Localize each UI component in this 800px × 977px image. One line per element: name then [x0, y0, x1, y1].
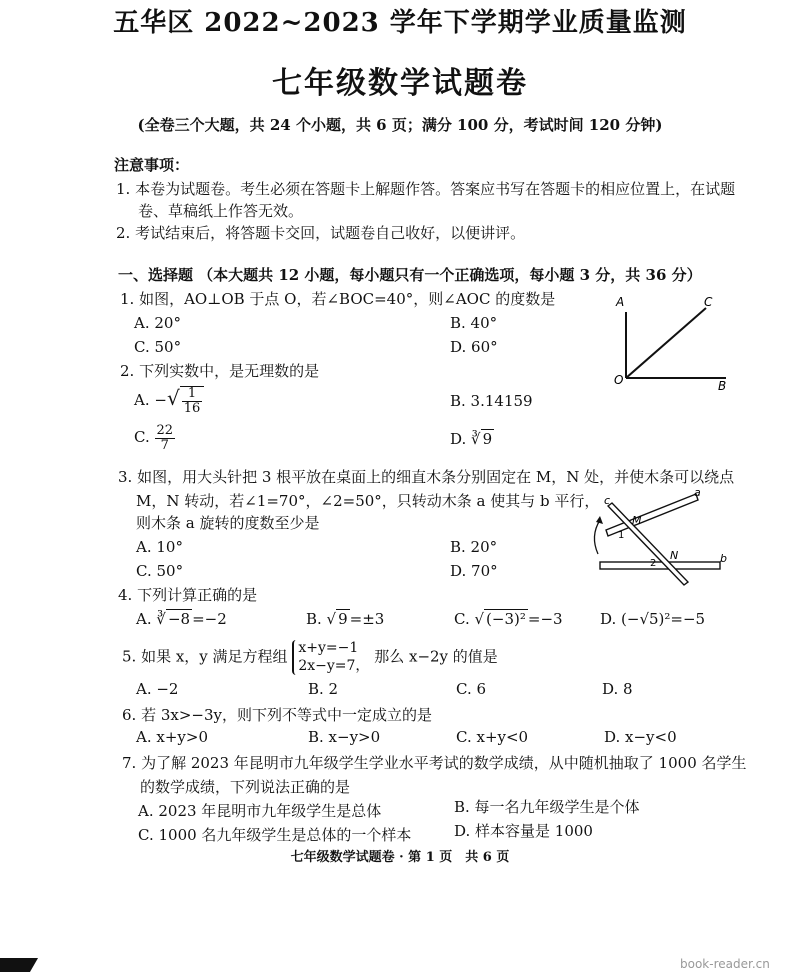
scan-mark — [0, 958, 38, 972]
strip-b — [600, 562, 720, 569]
question-5-option-c: C. 6 — [456, 680, 487, 698]
question-2-option-b: B. 3.14159 — [450, 392, 533, 410]
question-3-figure — [584, 486, 730, 586]
label-o: O — [614, 373, 624, 387]
q4-b-prefix: B. √ — [306, 610, 337, 628]
ray-oc — [626, 308, 706, 378]
question-4-stem: 4. 下列计算正确的是 — [118, 586, 258, 604]
q4-b-radicand: 9 — [338, 610, 348, 628]
question-6-option-a: A. x+y>0 — [136, 728, 208, 746]
label-angle-2: 2 — [650, 558, 657, 569]
question-7-option-d: D. 样本容量是 1000 — [454, 822, 593, 840]
rotation-arrow — [594, 520, 600, 554]
question-4-option-d: D. (−√5)²=−5 — [600, 610, 706, 628]
q2-d-prefix: D. ∛ — [450, 430, 481, 448]
question-5-stem — [122, 640, 498, 675]
label-a: a — [694, 486, 701, 499]
q2-c-prefix: C. — [134, 428, 150, 447]
watermark: book-reader.cn — [680, 957, 770, 971]
question-3-line-1: 3. 如图，用大头针把 3 根平放在桌面上的细直木条分别固定在 M，N 处，并使木条可以绕点 — [118, 468, 735, 486]
page-footer: 七年级数学试题卷 · 第 1 页 共 6 页 — [290, 850, 510, 865]
label-a: A — [616, 295, 625, 309]
equation-system — [292, 640, 369, 675]
question-1-option-b: B. 40° — [450, 314, 498, 332]
question-7-option-a: A. 2023 年昆明市九年级学生是总体 — [138, 802, 382, 820]
q2-c-fraction — [155, 424, 176, 452]
notice-item-1-line-2: 卷、草稿纸上作答无效。 — [138, 202, 304, 220]
notice-heading: 注意事项： — [114, 156, 190, 174]
q2-a-denominator: 16 — [183, 401, 201, 416]
section-1-title: 一、选择题 — [118, 266, 194, 284]
q5-prefix: 5. 如果 x，y 满足方程组 — [122, 647, 288, 666]
q5-suffix: 那么 x−2y 的值是 — [374, 647, 498, 666]
question-4-option-c — [454, 610, 563, 628]
q2-c-denominator: 7 — [160, 437, 169, 453]
exam-subtitle: 七年级数学试题卷 — [272, 66, 528, 101]
exam-info: (全卷三个大题，共 24 个小题，共 6 页；满分 100 分，考试时间 120 分钟) — [137, 116, 663, 134]
question-1-option-c: C. 50° — [134, 338, 182, 356]
question-1-figure — [606, 292, 736, 396]
q4-b-suffix: =±3 — [349, 610, 385, 628]
question-4-option-b — [306, 610, 384, 628]
label-b: b — [720, 552, 727, 565]
question-3-option-b: B. 20° — [450, 538, 498, 556]
question-2-option-d — [450, 430, 494, 448]
q4-a-radicand: −8 — [167, 610, 191, 628]
question-5-option-b: B. 2 — [308, 680, 339, 698]
question-7-line-2: 的数学成绩，下列说法正确的是 — [140, 778, 351, 796]
q4-a-suffix: =−2 — [192, 610, 227, 628]
q4-c-radicand: (−3)² — [486, 610, 526, 628]
question-7-option-b: B. 每一名九年级学生是个体 — [454, 798, 640, 816]
rotation-arrowhead — [596, 516, 603, 524]
q4-c-prefix: C. √ — [454, 610, 485, 628]
exam-header-title: 五华区 2022~2023 学年下学期学业质量监测 — [113, 8, 687, 38]
notice-item-1-line-1: 1. 本卷为试题卷。考生必须在答题卡上解题作答。答案应书写在答题卡的相应位置上，在试题 — [116, 180, 736, 198]
section-1-description: （本大题共 12 小题，每小题只有一个正确选项，每小题 3 分，共 36 分） — [198, 266, 702, 284]
question-6-option-b: B. x−y>0 — [308, 728, 381, 746]
q2-a-fraction — [180, 386, 205, 415]
question-6-option-d: D. x−y<0 — [604, 728, 677, 746]
question-3-option-a: A. 10° — [136, 538, 183, 556]
equation-1: x+y=−1 — [298, 640, 359, 656]
q4-c-suffix: =−3 — [527, 610, 563, 628]
q2-c-numerator: 22 — [156, 423, 174, 438]
question-1-option-a: A. 20° — [134, 314, 181, 332]
question-6-option-c: C. x+y<0 — [456, 728, 529, 746]
section-1-heading — [118, 264, 702, 285]
notice-item-2: 2. 考试结束后，将答题卡交回，试题卷自己收好，以便讲评。 — [116, 224, 526, 242]
question-5-option-a: A. −2 — [136, 680, 179, 698]
question-3-option-c: C. 50° — [136, 562, 184, 580]
question-1-option-d: D. 60° — [450, 338, 498, 356]
question-7-option-c: C. 1000 名九年级学生是总体的一个样本 — [138, 826, 412, 844]
equation-2: 2x−y=7， — [298, 657, 370, 674]
label-n: N — [670, 549, 679, 562]
label-c: C — [704, 295, 713, 309]
question-5-option-d: D. 8 — [602, 680, 633, 698]
question-3-line-3: 则木条 a 旋转的度数至少是 — [136, 514, 320, 532]
label-m: M — [632, 514, 642, 527]
q2-a-numerator: 1 — [182, 387, 203, 402]
label-c: c — [604, 494, 611, 507]
question-2-option-c — [134, 424, 175, 452]
question-4-option-a — [136, 610, 227, 628]
label-b: B — [718, 379, 727, 393]
q2-a-prefix: A. − — [134, 391, 167, 409]
q4-a-prefix: A. ∛ — [136, 610, 166, 628]
label-angle-1: 1 — [618, 530, 625, 541]
question-2-stem: 2. 下列实数中，是无理数的是 — [120, 362, 320, 380]
question-3-line-2: M，N 转动，若∠1=70°，∠2=50°，只转动木条 a 使其与 b 平行， — [136, 492, 600, 510]
question-3-option-d: D. 70° — [450, 562, 498, 580]
question-6-stem: 6. 若 3x>−3y，则下列不等式中一定成立的是 — [122, 706, 433, 724]
question-2-option-a: A. −√ $\frac{1}{16}$ — [134, 386, 204, 416]
question-7-line-1: 7. 为了解 2023 年昆明市九年级学生学业水平考试的数学成绩，从中随机抽取了 1000 名学生 — [122, 754, 747, 772]
q2-d-radicand: 9 — [482, 430, 493, 448]
question-1-stem: 1. 如图，AO⊥OB 于点 O，若∠BOC=40°，则∠AOC 的度数是 — [120, 290, 556, 308]
